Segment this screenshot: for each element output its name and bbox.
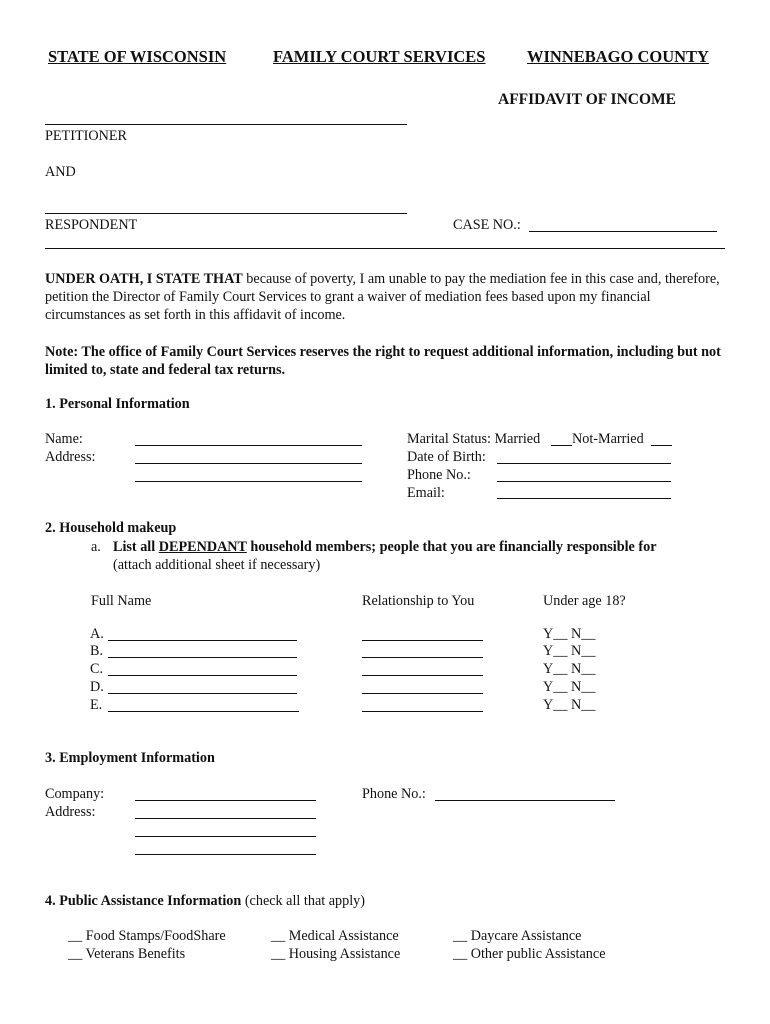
sub-text-dependant: DEPENDANT	[158, 539, 247, 555]
email-field[interactable]	[497, 498, 671, 499]
col-under-18: Under age 18?	[543, 593, 626, 609]
section1-heading: 1. Personal Information	[45, 396, 190, 412]
under-18-yn[interactable]: Y__ N__	[543, 643, 596, 659]
section2-sub-prefix: a.	[91, 539, 101, 555]
under-18-yn[interactable]: Y__ N__	[543, 661, 596, 677]
relationship-field[interactable]	[362, 657, 483, 658]
note-paragraph: Note: The office of Family Court Services reserves the right to request additional information, including but not limited to, state and federal tax returns.	[45, 344, 721, 378]
header-divider	[45, 248, 725, 249]
name-label: Name:	[45, 431, 83, 447]
section3-heading: 3. Employment Information	[45, 750, 215, 766]
row-letter: C.	[90, 661, 104, 677]
row-letter: B.	[90, 643, 104, 659]
petitioner-line[interactable]	[45, 124, 407, 125]
employer-address-field-2[interactable]	[135, 836, 316, 837]
section4-heading-note: (check all that apply)	[241, 893, 365, 909]
case-no-field[interactable]	[529, 231, 717, 232]
employer-address-field-1[interactable]	[135, 818, 316, 819]
relationship-field[interactable]	[362, 675, 483, 676]
respondent-line[interactable]	[45, 213, 407, 214]
name-field[interactable]	[135, 445, 362, 446]
married-blank[interactable]	[551, 445, 572, 446]
company-label: Company:	[45, 786, 105, 802]
sub-text-part-2: household members; people that you are financially responsible for	[246, 539, 657, 555]
address-field-1[interactable]	[135, 463, 362, 464]
employer-address-field-3[interactable]	[135, 854, 316, 855]
marital-status-label: Marital Status: Married	[407, 431, 541, 447]
under-18-yn[interactable]: Y__ N__	[543, 697, 596, 713]
and-label: AND	[45, 164, 76, 180]
oath-lead: UNDER OATH, I STATE THAT	[45, 271, 243, 287]
petitioner-label: PETITIONER	[45, 128, 127, 144]
row-letter: D.	[90, 679, 104, 695]
relationship-field[interactable]	[362, 711, 483, 712]
header-county: WINNEBAGO COUNTY	[527, 47, 709, 66]
respondent-label: RESPONDENT	[45, 217, 138, 233]
section4-heading: 4. Public Assistance Information	[45, 893, 242, 909]
company-field[interactable]	[135, 800, 316, 801]
option-housing-assistance[interactable]: __ Housing Assistance	[271, 946, 401, 962]
row-letter: E.	[90, 697, 103, 713]
under-18-yn[interactable]: Y__ N__	[543, 679, 596, 695]
option-other-assistance[interactable]: __ Other public Assistance	[453, 946, 606, 962]
option-medical-assistance[interactable]: __ Medical Assistance	[271, 928, 399, 944]
option-veterans-benefits[interactable]: __ Veterans Benefits	[68, 946, 186, 962]
option-food-stamps[interactable]: __ Food Stamps/FoodShare	[68, 928, 226, 944]
oath-text: because of poverty, I am unable to pay the mediation fee in this case and, therefore, petition the Director of Family Court Services to grant a waiver of mediation fees based upon my financial circumstances as set forth in this affidavit of income.	[45, 271, 720, 323]
header-agency: FAMILY COURT SERVICES	[273, 47, 486, 66]
col-full-name: Full Name	[91, 593, 152, 609]
case-no-label: CASE NO.:	[453, 217, 521, 233]
employer-address-label: Address:	[45, 804, 96, 820]
row-letter: A.	[90, 626, 104, 642]
option-daycare-assistance[interactable]: __ Daycare Assistance	[453, 928, 582, 944]
relationship-field[interactable]	[362, 640, 483, 641]
phone-field[interactable]	[497, 481, 671, 482]
full-name-field[interactable]	[108, 675, 297, 676]
section2-sub-text	[113, 539, 657, 556]
section2-sub-note: (attach additional sheet if necessary)	[113, 557, 321, 573]
form-title: AFFIDAVIT OF INCOME	[498, 91, 676, 108]
section2-heading: 2. Household makeup	[45, 520, 177, 536]
dob-field[interactable]	[497, 463, 671, 464]
sub-text-part-1: List all	[113, 539, 159, 555]
header-state: STATE OF WISCONSIN	[48, 47, 227, 66]
full-name-field[interactable]	[108, 711, 299, 712]
full-name-field[interactable]	[108, 657, 297, 658]
under-18-yn[interactable]: Y__ N__	[543, 626, 596, 642]
phone-label: Phone No.:	[407, 467, 471, 483]
address-label: Address:	[45, 449, 96, 465]
dob-label: Date of Birth:	[407, 449, 486, 465]
full-name-field[interactable]	[108, 640, 297, 641]
not-married-blank[interactable]	[651, 445, 672, 446]
relationship-field[interactable]	[362, 693, 483, 694]
address-field-2[interactable]	[135, 481, 362, 482]
full-name-field[interactable]	[108, 693, 297, 694]
employer-phone-label: Phone No.:	[362, 786, 426, 802]
not-married-label: Not-Married	[572, 431, 644, 447]
oath-paragraph	[45, 270, 725, 324]
col-relationship: Relationship to You	[362, 593, 475, 609]
section4-heading-row	[45, 893, 365, 910]
email-label: Email:	[407, 485, 445, 501]
employer-phone-field[interactable]	[435, 800, 615, 801]
